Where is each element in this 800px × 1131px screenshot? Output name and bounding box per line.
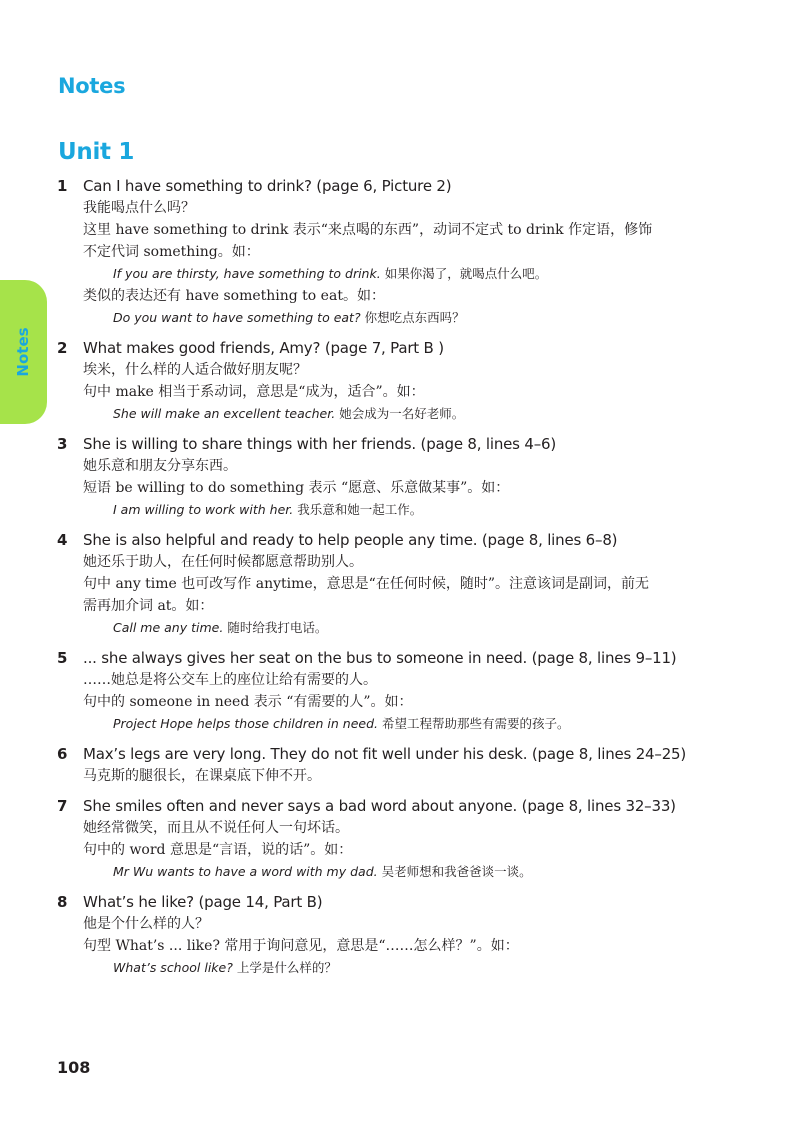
- page-number: 108: [57, 1058, 91, 1077]
- note-explanation: 埃米，什么样的人适合做好朋友呢？: [83, 362, 307, 378]
- example-english: Call me any time.: [113, 620, 224, 635]
- note-item: [57, 433, 757, 521]
- unit-heading: Unit 1: [58, 139, 135, 165]
- side-tab-label: Notes: [14, 327, 32, 377]
- note-explanation: 句中的 someone in need 表示 “有需要的人”。如：: [83, 694, 413, 710]
- note-example: [83, 307, 757, 329]
- example-chinese: 你想吃点东西吗？: [364, 310, 465, 325]
- note-explanation: 这里 have something to drink 表示“来点喝的东西”，动词不定式 to drink 作定语，修饰: [83, 222, 653, 238]
- note-item: [57, 337, 757, 425]
- note-number: 7: [57, 797, 68, 815]
- note-example: [83, 263, 757, 285]
- note-english-sentence: Can I have something to drink? (page 6, Picture 2): [83, 177, 452, 195]
- example-chinese: 吴老师想和我爸爸谈一谈。: [381, 864, 532, 879]
- note-explanation: 短语 be willing to do something 表示 “愿意、乐意做某事”。如：: [83, 480, 510, 496]
- example-english: Mr Wu wants to have a word with my dad.: [113, 864, 378, 879]
- note-explanation: 句中 any time 也可改写作 anytime，意思是“在任何时候，随时”。注意该词是副词，前无: [83, 576, 649, 592]
- note-explanation: 类似的表达还有 have something to eat。如：: [83, 288, 385, 304]
- note-explanation: 马克斯的腿很长，在课桌底下伸不开。: [83, 768, 321, 784]
- example-english: I am willing to work with her.: [113, 502, 294, 517]
- note-explanation: 句型 What’s ... like? 常用于询问意见，意思是“……怎么样？”。如：: [83, 938, 519, 954]
- note-explanation: 需再加介词 at。如：: [83, 598, 214, 614]
- note-explanation: ……她总是将公交车上的座位让给有需要的人。: [83, 672, 377, 688]
- note-english-sentence: What’s he like? (page 14, Part B): [83, 893, 323, 911]
- note-number: 1: [57, 177, 68, 195]
- page-title: Notes: [58, 74, 126, 98]
- note-example: [83, 713, 757, 735]
- note-example: [83, 617, 757, 639]
- note-item: [57, 647, 757, 735]
- note-number: 8: [57, 893, 68, 911]
- note-example: [83, 403, 757, 425]
- example-chinese: 希望工程帮助那些有需要的孩子。: [382, 716, 570, 731]
- example-english: Project Hope helps those children in need.: [113, 716, 379, 731]
- note-explanation: 他是个什么样的人？: [83, 916, 209, 932]
- example-chinese: 随时给我打电话。: [227, 620, 328, 635]
- note-example: [83, 957, 757, 979]
- notes-list: [57, 175, 757, 987]
- note-number: 6: [57, 745, 68, 763]
- note-explanation: 句中 make 相当于系动词，意思是“成为，适合”。如：: [83, 384, 425, 400]
- note-number: 5: [57, 649, 68, 667]
- note-explanation: 她经常微笑，而且从不说任何人一句坏话。: [83, 820, 349, 836]
- note-item: [57, 529, 757, 639]
- note-explanation: 她还乐于助人，在任何时候都愿意帮助别人。: [83, 554, 363, 570]
- note-item: [57, 175, 757, 329]
- note-item: [57, 795, 757, 883]
- note-item: [57, 891, 757, 979]
- note-english-sentence: Max’s legs are very long. They do not fit well under his desk. (page 8, lines 24–25): [83, 745, 687, 763]
- example-english: If you are thirsty, have something to drink.: [113, 266, 381, 281]
- example-english: Do you want to have something to eat?: [113, 310, 361, 325]
- example-chinese: 她会成为一名好老师。: [339, 406, 465, 421]
- note-english-sentence: ... she always gives her seat on the bus to someone in need. (page 8, lines 9–11): [83, 649, 677, 667]
- note-example: [83, 499, 757, 521]
- example-chinese: 如果你渴了，就喝点什么吧。: [384, 266, 548, 281]
- note-explanation: 我能喝点什么吗？: [83, 200, 195, 216]
- note-english-sentence: She is willing to share things with her friends. (page 8, lines 4–6): [83, 435, 556, 453]
- note-number: 3: [57, 435, 68, 453]
- note-explanation: 不定代词 something。如：: [83, 244, 260, 260]
- note-explanation: 句中的 word 意思是“言语，说的话”。如：: [83, 842, 353, 858]
- example-chinese: 我乐意和她一起工作。: [297, 502, 423, 517]
- example-chinese: 上学是什么样的？: [236, 960, 337, 975]
- note-example: [83, 861, 757, 883]
- example-english: She will make an excellent teacher.: [113, 406, 336, 421]
- note-english-sentence: What makes good friends, Amy? (page 7, Part B ): [83, 339, 444, 357]
- note-number: 4: [57, 531, 68, 549]
- note-explanation: 她乐意和朋友分享东西。: [83, 458, 237, 474]
- note-item: [57, 743, 757, 787]
- example-english: What’s school like?: [113, 960, 233, 975]
- note-number: 2: [57, 339, 68, 357]
- note-english-sentence: She is also helpful and ready to help people any time. (page 8, lines 6–8): [83, 531, 618, 549]
- note-english-sentence: She smiles often and never says a bad word about anyone. (page 8, lines 32–33): [83, 797, 676, 815]
